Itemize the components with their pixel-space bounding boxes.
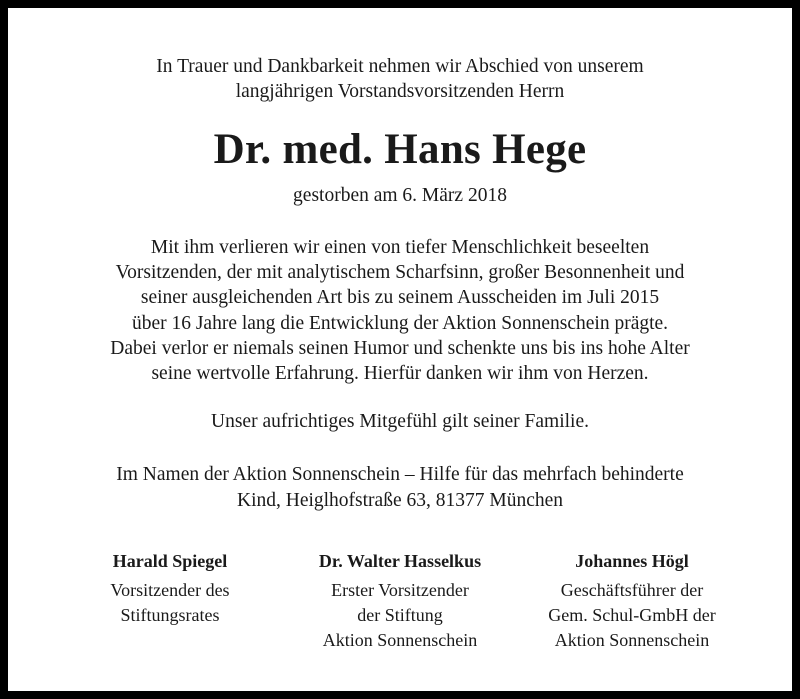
intro-text (8, 54, 792, 104)
intro-line: In Trauer und Dankbarkeit nehmen wir Abschied von unserem (156, 56, 644, 77)
tribute-line: seine wertvolle Erfahrung. Hierfür danken wir ihm von Herzen. (151, 363, 649, 385)
tribute-line: Dabei verlor er niemals seinen Humor und schenkte uns bis ins hohe Alter (110, 337, 690, 359)
signer-role-line: Gem. Schul-GmbH der (548, 605, 716, 625)
signer-harald-spiegel (40, 549, 300, 628)
tribute-line: Vorsitzenden, der mit analytischem Scharfsinn, großer Besonnenheit und (115, 262, 685, 284)
behalf-line: Kind, Heiglhofstraße 63, 81377 München (236, 489, 564, 511)
tribute-line: seiner ausgleichenden Art bis zu seinem Ausscheiden im Juli 2015 (140, 287, 660, 309)
obituary-notice (8, 8, 792, 691)
tribute-line: über 16 Jahre lang die Entwicklung der Aktion Sonnenschein prägte. (131, 312, 669, 334)
signer-role-line: Aktion Sonnenschein (554, 630, 710, 650)
signer-name: Harald Spiegel (112, 551, 228, 571)
on-behalf-text (8, 462, 792, 513)
signer-name: Johannes Högl (575, 551, 689, 571)
signer-role-line: Vorsitzender des (110, 580, 230, 600)
signer-role-line: der Stiftung (357, 605, 443, 625)
deceased-name: Dr. med. Hans Hege (213, 126, 587, 173)
date-of-death: gestorben am 6. März 2018 (293, 185, 507, 206)
signer-role-line: Aktion Sonnenschein (322, 630, 478, 650)
tribute-paragraph (8, 235, 792, 386)
signer-walter-hasselkus (270, 549, 530, 653)
tribute-line: Mit ihm verlieren wir einen von tiefer Menschlichkeit beseelten (150, 237, 650, 258)
signer-role-line: Geschäftsführer der (560, 580, 704, 600)
sympathy-line: Unser aufrichtiges Mitgefühl gilt seiner Familie. (211, 411, 589, 432)
signer-name: Dr. Walter Hasselkus (318, 551, 482, 571)
behalf-line: Im Namen der Aktion Sonnenschein – Hilfe für das mehrfach behinderte (116, 464, 684, 485)
signer-johannes-hoegl (502, 549, 762, 653)
signer-role-line: Erster Vorsitzender (331, 580, 469, 600)
intro-line: langjährigen Vorstandsvorsitzenden Herrn (235, 81, 565, 102)
signer-role-line: Stiftungsrates (120, 605, 220, 625)
